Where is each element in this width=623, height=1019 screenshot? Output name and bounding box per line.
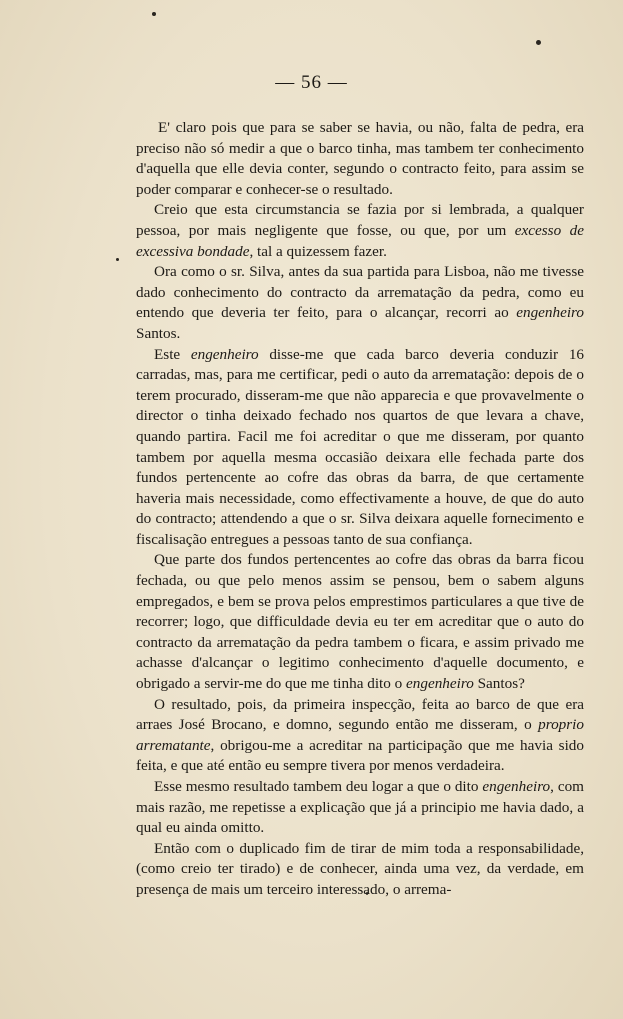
italic-text: engenheiro — [516, 304, 584, 322]
italic-text: engenheiro — [482, 778, 551, 795]
text-run: Santos. — [136, 324, 181, 342]
text-run: , obrigou-me a acreditar na participação que me havia sido feita, e que até então eu sempre tivera por menos verdadeira. — [136, 736, 584, 775]
text-run: disse-me que cada barco deveria conduzir 16 carradas, mas, para me certificar, pedi o auto da arrematação: depois de o terem procurado, disseram-me que não apparecia e que provavelmente o director o tinha deixado fechado nos quartos de que levara a chave, quando partira. Facil me foi acreditar o que me disseram, por quanto tambem por aquella mesma occasião deixara elle fechada parte dos fundos pertencente ao cofre das obras da barra, de que certamente haveria mais necessidade, como effectivamente a houve, de que do auto do contracto; attendendo a que o sr. Silva deixara aquelle fornecimento e fiscalisação entregues a pessoas tanto de sua confiança. — [136, 345, 585, 548]
paragraph — [136, 262, 584, 344]
paragraph — [136, 345, 584, 551]
paragraph — [136, 118, 584, 200]
text-run: O resultado, pois, da primeira inspecção, feita ao barco de que era arraes José Brocano, e domno, segundo então me disseram, o — [136, 695, 584, 734]
paragraph — [136, 839, 584, 901]
text-run: Esse mesmo resultado tambem deu logar a que o dito — [154, 778, 483, 795]
italic-text: engenheiro — [190, 345, 259, 363]
italic-text: proprio arrematante — [136, 716, 584, 754]
ink-speck — [116, 258, 119, 261]
paragraph — [136, 550, 584, 694]
text-run: , tal a quizessem fazer. — [249, 242, 387, 260]
paragraph — [136, 777, 584, 839]
italic-text: engenheiro — [406, 675, 474, 693]
text-run: Santos? — [473, 675, 525, 693]
italic-text: excesso de excessiva bondade — [136, 221, 584, 260]
ink-speck — [536, 40, 541, 45]
text-run: Creio que esta circumstancia se fazia por si lembrada, a qualquer pessoa, por mais negligente que fosse, ou que, por um — [136, 201, 584, 239]
text-run: Este — [154, 345, 191, 363]
paragraph — [136, 695, 584, 777]
body-text — [136, 118, 584, 901]
ink-speck — [152, 12, 156, 16]
text-run: Que parte dos fundos pertencentes ao cofre das obras da barra ficou fechada, ou que pelo menos assim se pensou, bem o sabem alguns empregados, e bem se prova pelos emprestimos particulares a que tive de recorrer; logo, que difficuldade devia eu ter em acreditar que o auto do contracto da arrematação da pedra tambem o ficara, e assim privado me achasse d'alcançar o legitimo conhecimento d'aquelle documento, e obrigado a servir-me do que me tinha dito o — [136, 551, 584, 693]
page-number: — 56 — — [275, 72, 348, 93]
paragraph — [136, 200, 584, 262]
text-run: Então com o duplicado fim de tirar de mim toda a responsabilidade, (como creio ter tirado) e de conhecer, ainda uma vez, da verdade, em presença de mais um terceiro interessado, o arrema- — [136, 839, 584, 898]
text-run: , com mais razão, me repetisse a explicação que já a principio me havia dado, a qual eu ainda omitto. — [136, 778, 584, 837]
text-run: Ora como o sr. Silva, antes da sua partida para Lisboa, não me tivesse dado conhecimento do contracto da arrematação da pedra, como eu entendo que deveria ter feito, para o alcançar, recorri ao — [136, 263, 584, 322]
text-run: E' claro pois que para se saber se havia, ou não, falta de pedra, era preciso não só medir a que o barco tinha, mas tambem ter conhecimento d'aquella que elle devia conter, segundo o contracto feito, para assim se poder comparar e conhecer-se o resultado. — [136, 119, 584, 198]
